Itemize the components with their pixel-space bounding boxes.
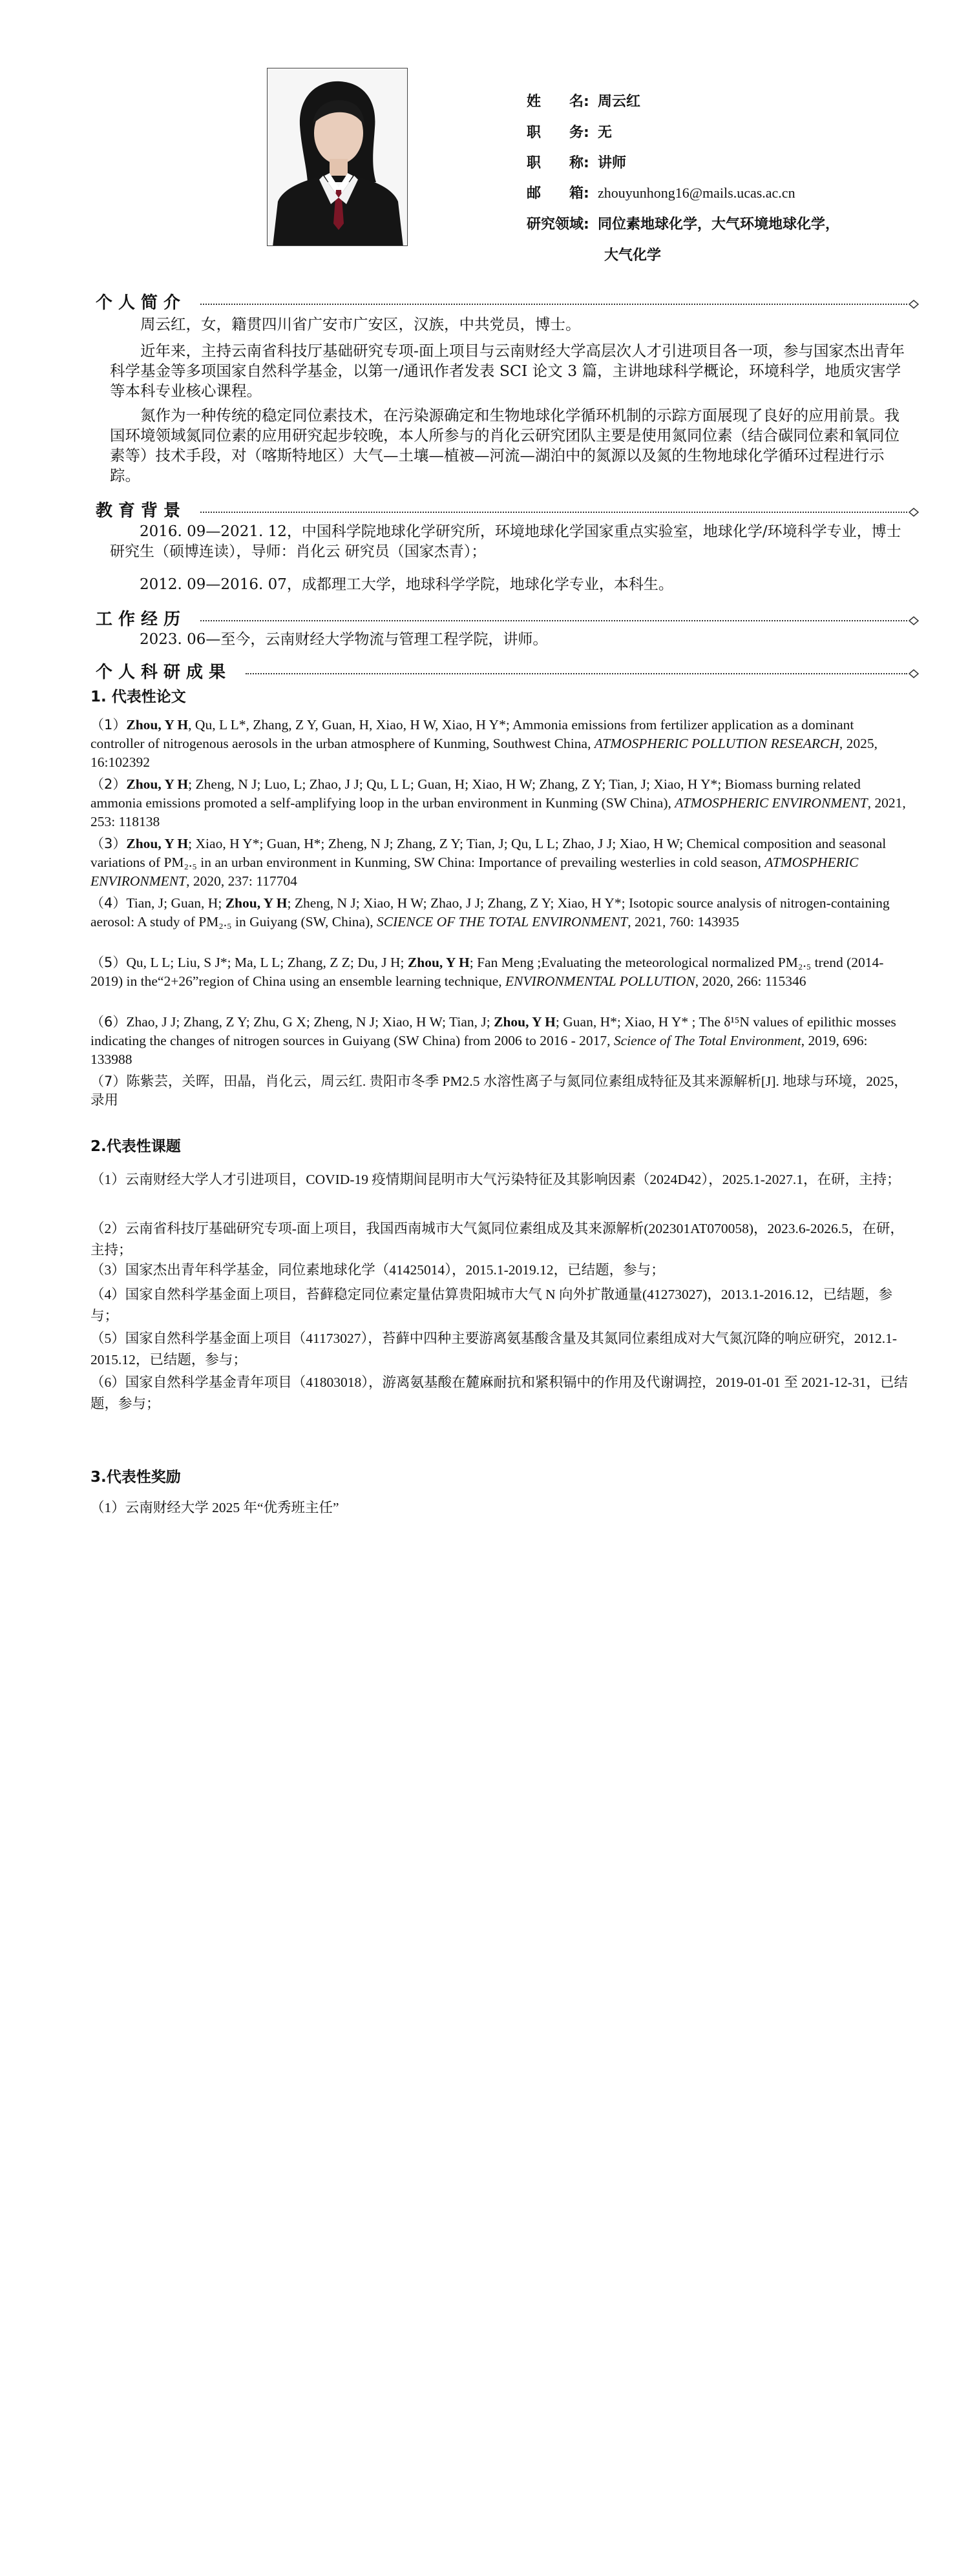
name-value: 周云红 <box>598 94 641 110</box>
work-entry-1: 2023. 06—至今，云南财经大学物流与管理工程学院，讲师。 <box>140 631 548 648</box>
project-item: （4）国家自然科学基金面上项目，苔藓稳定同位素定量估算贵阳城市大气 N 向外扩散通量(41273027)，2013.1-2016.12，已结题，参与； <box>90 1287 893 1324</box>
paper-item <box>90 835 908 891</box>
diamond-icon <box>909 299 919 309</box>
intro-paragraph-3: 氮作为一种传统的稳定同位素技术，在污染源确定和生物地球化学循环机制的示踪方面展现了良好的应用前景。我国环境领域氮同位素的应用研究起步较晚，本人所参与的肖化云研究团队主要是使用氮同位素（结合碳同位素和氧同位素等）技术手段，对（喀斯特地区）大气—土壤—植被—河流—湖泊中的氮源以及氮的生物地球化学循环过程进行示踪。 <box>110 406 900 484</box>
field-value-line2: 大气化学 <box>604 247 662 264</box>
section-title-work: 工作经历 <box>96 610 187 629</box>
field-label: 研究领域: <box>527 216 589 233</box>
paper-volume: , 2021, 760: 143935 <box>627 914 739 930</box>
paper-number: （6） <box>90 1014 127 1030</box>
paper-self-author: Zhou, Y H <box>225 895 288 911</box>
paper-item <box>90 894 908 931</box>
paper-number: （3） <box>90 836 127 851</box>
info-title-row <box>527 152 626 172</box>
paper-journal: ATMOSPHERIC ENVIRONMENT <box>675 795 868 811</box>
diamond-icon <box>909 507 919 517</box>
section-divider <box>200 304 907 305</box>
section-header-research <box>90 659 919 681</box>
education-entry-2: 2012. 09—2016. 07，成都理工大学，地球科学学院，地球化学专业，本科生。 <box>140 576 673 593</box>
section-divider <box>200 620 907 621</box>
paper-journal: SCIENCE OF THE TOTAL ENVIRONMENT <box>377 914 628 930</box>
paper-body: ; Xiao, H Y*; Guan, H*; Zheng, N J; Zhang, Z Y; Tian, J; Qu, L L; Zhao, J J; Xiao, H W; Chemical composition and seasonal variations of PM₂.₅ in an urban environment in Kunming, SW China: Importance of prevailing westerlies in cold season, <box>90 836 887 870</box>
paper-volume: , 2020, 266: 115346 <box>695 973 806 989</box>
profile-photo <box>267 68 408 246</box>
papers-heading: 1. 代表性论文 <box>90 689 186 705</box>
paper-number: （4） <box>90 895 127 911</box>
project-item: （6）国家自然科学基金青年项目（41803018），游离氨基酸在麓麻耐抗和紧积镉中的作用及代谢调控，2019-01-01 至 2021-12-31，已结题，参与； <box>90 1375 908 1411</box>
paper-body: ; Guan, H*; Xiao, H Y* ; The δ¹⁵N values of epilithic mosses indicating the changes of nitrogen sources in Guiyang (SW China) from 2006 to 2016 - 2017, <box>90 1014 896 1048</box>
duty-value: 无 <box>598 125 613 141</box>
diamond-icon <box>909 669 919 679</box>
person-portrait-icon <box>268 68 408 246</box>
paper-number: （5） <box>90 955 127 970</box>
email-label: 邮 箱: <box>527 185 589 202</box>
paper-item <box>90 953 908 991</box>
paper-self-author: Zhou, Y H <box>494 1014 556 1030</box>
section-divider <box>200 512 907 513</box>
section-title-education: 教育背景 <box>96 501 187 521</box>
project-item: （1）云南财经大学人才引进项目，COVID-19 疫情期间昆明市大气污染特征及其影响因素（2024D42），2025.1-2027.1，在研，主持； <box>90 1172 901 1187</box>
paper-volume: , 2019, 696: 133988 <box>90 1033 868 1067</box>
paper-journal: ATMOSPHERIC ENVIRONMENT <box>90 855 859 889</box>
info-name-row <box>527 90 640 110</box>
paper-body: ; Zheng, N J; Xiao, H W; Zhao, J J; Zhang, Z Y; Xiao, H Y*; Isotopic source analysis of nitrogen-containing aerosol: A study of PM₂.₅ in Guiyang (SW, China), <box>90 895 890 930</box>
info-field-row-2 <box>604 244 661 264</box>
section-header-intro <box>90 289 919 311</box>
info-email-row <box>527 182 795 202</box>
paper-authors-before: Tian, J; Guan, H; <box>126 895 226 911</box>
paper-item <box>90 775 908 831</box>
paper-item <box>90 716 908 772</box>
diamond-icon <box>909 616 919 626</box>
paper-journal: Science of The Total Environment <box>613 1033 801 1048</box>
paper-journal: ENVIRONMENTAL POLLUTION <box>505 973 695 989</box>
projects-heading: 2.代表性课题 <box>90 1138 181 1155</box>
field-value-line1: 同位素地球化学，大气环境地球化学， <box>598 216 840 233</box>
info-duty-row <box>527 121 612 141</box>
paper-authors-before: 陈紫芸，关晖，田晶，肖化云，周云红. 贵阳市冬季 PM2.5 水溶性离子与氮同位素组成特征及其来源解析[J]. 地球与环境，2025， 录用 <box>90 1074 915 1108</box>
project-item: （5）国家自然科学基金面上项目（41173027），苔藓中四种主要游离氨基酸含量及其氮同位素组成对大气氮沉降的响应研究，2012.1-2015.12，已结题，参与； <box>90 1331 897 1367</box>
paper-item <box>90 1072 915 1110</box>
paper-number: （7） <box>90 1074 127 1089</box>
award-item: （1）云南财经大学 2025 年“优秀班主任” <box>90 1500 339 1515</box>
paper-self-author: Zhou, Y H <box>126 776 189 792</box>
title-value: 讲师 <box>598 155 627 171</box>
paper-self-author: Zhou, Y H <box>126 717 189 732</box>
section-divider <box>246 673 907 674</box>
info-field-row <box>527 213 839 233</box>
project-item: （3）国家杰出青年科学基金，同位素地球化学（41425014），2015.1-2019.12，已结题，参与； <box>90 1262 665 1278</box>
paper-item <box>90 1013 908 1069</box>
section-title-intro: 个人简介 <box>96 293 187 313</box>
section-header-education <box>90 497 919 519</box>
paper-body: ; Zheng, N J; Luo, L; Zhao, J J; Qu, L L; Guan, H; Xiao, H W; Zhang, Z Y; Tian, J; Xiao, H Y*; Biomass burning related ammonia emissions promoted a self-amplifying loop in the urban environment in Kunming (SW China), <box>90 776 861 811</box>
education-entry-1: 2016. 09—2021. 12，中国科学院地球化学研究所，环境地球化学国家重点实验室，地球化学/环境科学专业，博士研究生（硕博连读），导师：肖化云 研究员（国家杰青）； <box>110 523 901 560</box>
awards-heading: 3.代表性奖励 <box>90 1469 181 1486</box>
duty-label: 职 务: <box>527 125 589 141</box>
paper-number: （1） <box>90 717 127 732</box>
paper-body: ; Fan Meng ;Evaluating the meteorological normalized PM₂.₅ trend (2014-2019) in the“2+26”region of China using an ensemble learning technique, <box>90 955 884 989</box>
name-label: 姓 名: <box>527 94 589 110</box>
email-value: zhouyunhong16@mails.ucas.ac.cn <box>598 185 795 201</box>
paper-self-author: Zhou, Y H <box>126 836 189 851</box>
paper-authors-before: Qu, L L; Liu, S J*; Ma, L L; Zhang, Z Z; Du, J H; <box>126 955 408 970</box>
paper-authors-before: Zhao, J J; Zhang, Z Y; Zhu, G X; Zheng, N J; Xiao, H W; Tian, J; <box>126 1014 494 1030</box>
intro-paragraph-2: 近年来，主持云南省科技厅基础研究专项-面上项目与云南财经大学高层次人才引进项目各一项，参与国家杰出青年科学基金等多项国家自然科学基金，以第一/通讯作者发表 SCI 论文 3 篇，主讲地球科学概论，环境科学，地质灾害学等本科专业核心课程。 <box>110 342 905 400</box>
paper-volume: , 2021, 253: 118138 <box>90 795 906 829</box>
title-label: 职 称: <box>527 155 589 171</box>
paper-journal: ATMOSPHERIC POLLUTION RESEARCH <box>594 736 839 751</box>
project-item: （2）云南省科技厅基础研究专项-面上项目，我国西南城市大气氮同位素组成及其来源解析(202301AT070058)，2023.6-2026.5，在研，主持； <box>90 1221 904 1258</box>
paper-volume: , 2020, 237: 117704 <box>186 873 297 889</box>
paper-number: （2） <box>90 776 127 792</box>
paper-volume: , 2025, 16:102392 <box>90 736 878 770</box>
section-title-research: 个人科研成果 <box>96 663 232 682</box>
paper-body: , Qu, L L*, Zhang, Z Y, Guan, H, Xiao, H W, Xiao, H Y*; Ammonia emissions from fertilizer application as a dominant controller of nitrogenous aerosols in the urban atmosphere of Kunming, Southwest China, <box>90 717 854 751</box>
intro-paragraph-1: 周云红，女，籍贯四川省广安市广安区，汉族，中共党员，博士。 <box>140 315 581 333</box>
section-header-work <box>90 606 919 628</box>
paper-self-author: Zhou, Y H <box>407 955 470 970</box>
